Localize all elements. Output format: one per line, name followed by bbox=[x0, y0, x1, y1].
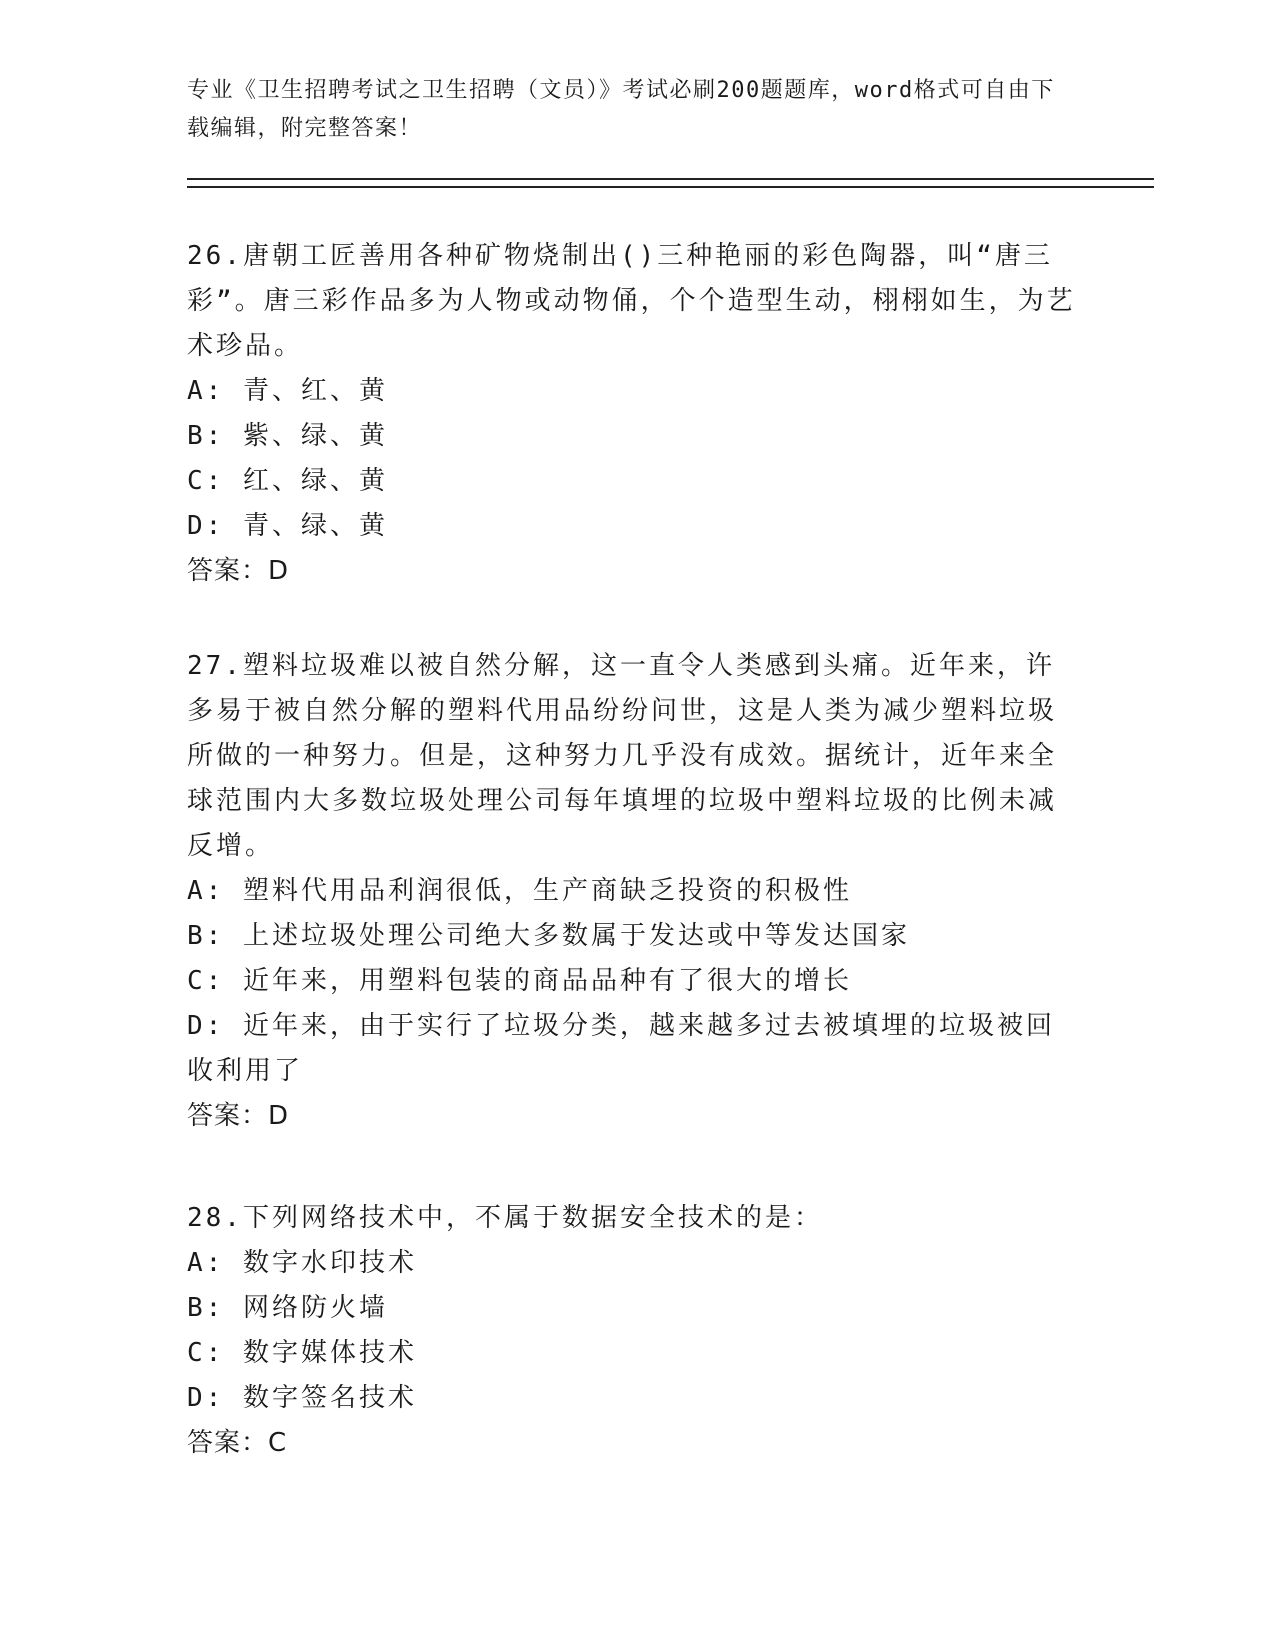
option-a: A: 数字水印技术 bbox=[187, 1248, 417, 1278]
question-26 bbox=[187, 234, 1077, 594]
option-c: C: 红、绿、黄 bbox=[187, 466, 388, 496]
option-a: A: 青、红、黄 bbox=[187, 376, 388, 406]
header-divider bbox=[187, 178, 1154, 188]
option-b: B: 网络防火墙 bbox=[187, 1293, 388, 1323]
option-b: B: 上述垃圾处理公司绝大多数属于发达或中等发达国家 bbox=[187, 921, 910, 951]
question-stem: 26.唐朝工匠善用各种矿物烧制出()三种艳丽的彩色陶器，叫“唐三彩”。唐三彩作品多为人物或动物俑，个个造型生动，栩栩如生，为艺术珍品。 bbox=[187, 241, 1076, 361]
answer: 答案：C bbox=[187, 1428, 288, 1458]
option-d: D: 青、绿、黄 bbox=[187, 511, 388, 541]
question-27 bbox=[187, 644, 1077, 1139]
answer: 答案：D bbox=[187, 1101, 290, 1131]
option-a: A: 塑料代用品利润很低，生产商缺乏投资的积极性 bbox=[187, 876, 852, 906]
answer: 答案：D bbox=[187, 556, 290, 586]
page-header: 专业《卫生招聘考试之卫生招聘（文员）》考试必刷200题题库，word格式可自由下载编辑，附完整答案！ bbox=[187, 78, 1055, 141]
option-c: C: 数字媒体技术 bbox=[187, 1338, 417, 1368]
option-d: D: 数字签名技术 bbox=[187, 1383, 417, 1413]
option-c: C: 近年来，用塑料包装的商品品种有了很大的增长 bbox=[187, 966, 852, 996]
question-28 bbox=[187, 1196, 1077, 1466]
question-stem: 27.塑料垃圾难以被自然分解，这一直令人类感到头痛。近年来，许多易于被自然分解的塑料代用品纷纷问世，这是人类为减少塑料垃圾所做的一种努力。但是，这种努力几乎没有成效。据统计，近年来全球范围内大多数垃圾处理公司每年填埋的垃圾中塑料垃圾的比例未减反增。 bbox=[187, 651, 1058, 861]
option-d: D: 近年来，由于实行了垃圾分类，越来越多过去被填埋的垃圾被回收利用了 bbox=[187, 1011, 1055, 1086]
option-b: B: 紫、绿、黄 bbox=[187, 421, 388, 451]
question-stem: 28.下列网络技术中，不属于数据安全技术的是： bbox=[187, 1203, 823, 1233]
